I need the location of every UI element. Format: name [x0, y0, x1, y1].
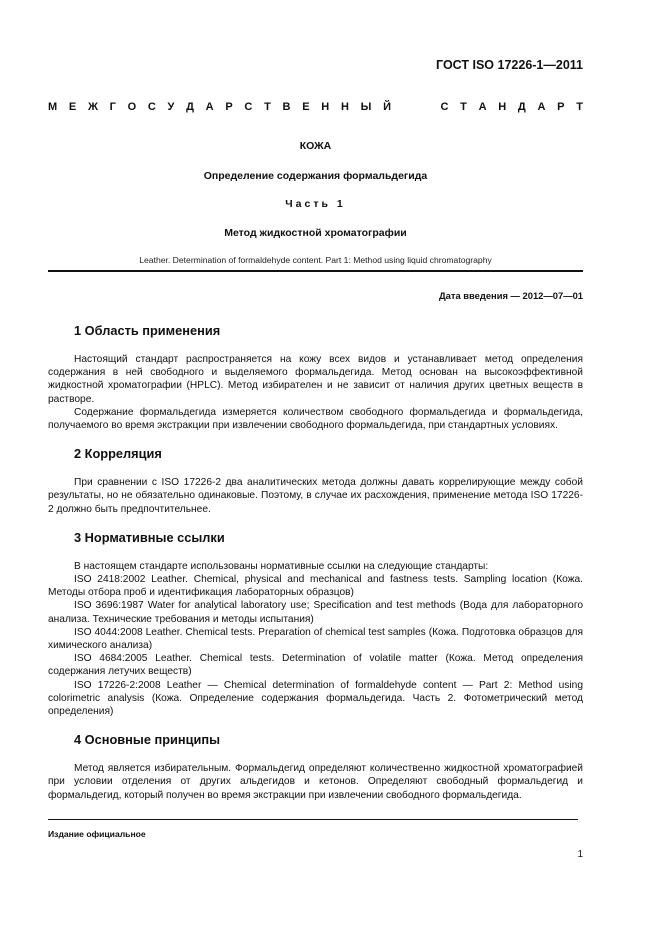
reference-item: ISO 4044:2008 Leather. Chemical tests. Preparation of chemical test samples (Кожа. Подготовка образцов для химического анализа) [48, 626, 583, 652]
document-code: ГОСТ ISO 17226-1—2011 [436, 58, 583, 72]
paragraph: Содержание формальдегида измеряется количеством свободного формальдегида и формальдегида, получаемого во время экстракции при извлечении свободного формальдегида, при стандартных условиях. [48, 406, 583, 432]
interstate-standard-banner [48, 101, 583, 114]
banner-letter: Т [576, 101, 583, 113]
title-method: Метод жидкостной хроматографии [224, 226, 407, 239]
banner-letter: Н [321, 101, 330, 113]
title-divider [48, 270, 583, 272]
banner-letter: А [478, 101, 487, 113]
banner-letter: А [537, 101, 546, 113]
section-heading: 3 Нормативные ссылки [74, 529, 225, 545]
banner-letter: Ж [87, 101, 98, 113]
section-heading: 2 Корреляция [74, 446, 162, 462]
banner-letter: Ы [360, 101, 372, 113]
banner-word-gap [403, 101, 429, 114]
banner-letter: Т [264, 101, 271, 113]
paragraph: При сравнении с ISO 17226-2 два аналитических метода должны давать коррелирующие между собой результаты, но не обязательно одинаковые. Поэтому, в случае их расхождения, применение метода ISO 17226-2 должно быть предпочтительнее. [48, 477, 583, 515]
title-part: Часть 1 [285, 198, 346, 211]
paragraph: В настоящем стандарте использованы нормативные ссылки на следующие стандарты: [74, 560, 489, 572]
title-english: Leather. Determination of formaldehyde content. Part 1: Method using liquid chromatography [139, 254, 492, 265]
section-correlation [48, 446, 583, 516]
effective-date: Дата введения — 2012—07—01 [438, 290, 583, 301]
document-body [48, 323, 583, 816]
banner-letter: Н [498, 101, 507, 113]
title-name: Определение содержания формальдегида [203, 170, 428, 183]
reference-item: ISO 4684:2005 Leather. Chemical tests. Determination of volatile matter (Кожа. Метод определения содержания летучих веществ) [48, 653, 583, 678]
section-principles [48, 732, 583, 802]
banner-letter: Р [557, 101, 565, 113]
banner-letter: Р [225, 101, 233, 113]
banner-letter: С [147, 101, 156, 113]
banner-letter: В [282, 101, 291, 113]
banner-letter: С [244, 101, 253, 113]
footer-divider [48, 819, 578, 820]
banner-letter: Н [340, 101, 349, 113]
banner-letter: Г [109, 101, 116, 113]
banner-letter: Й [383, 101, 392, 113]
section-normative-references [48, 530, 583, 718]
banner-letter: Т [460, 101, 467, 113]
title-subject: КОЖА [299, 140, 332, 152]
banner-letter: М [48, 101, 58, 113]
section-heading: 4 Основные принципы [74, 732, 221, 748]
banner-letter: У [167, 101, 175, 113]
title-block [48, 140, 583, 267]
reference-item: ISO 17226-2:2008 Leather — Chemical determination of formaldehyde content — Part 2: Method using colorimetric analysis (Кожа. Определение содержания формальдегида. Часть 2. Фотометрический метод определения) [48, 679, 583, 718]
banner-letter: А [205, 101, 214, 113]
reference-item: ISO 3696:1987 Water for analytical laboratory use; Specification and test methods (Вода для лабораторного анализа. Технические требования и методы испытания) [48, 600, 583, 625]
paragraph: Метод является избирательным. Формальдегид определяют количественно жидкостной хроматографией при условии отделения от других альдегидов и кетонов. Определяют свободный формальдегид и формальдегид, который получен во время экстракции при извлечении свободного формальдегида. [48, 763, 583, 801]
banner-letter: Д [517, 101, 526, 113]
official-edition-label: Издание официальное [48, 829, 146, 839]
reference-item: ISO 2418:2002 Leather. Chemical, physical and mechanical and fastness tests. Sampling location (Кожа. Методы отбора проб и идентификация лабораторных образцов) [48, 574, 583, 599]
banner-letter: Е [302, 101, 310, 113]
banner-letter: О [127, 101, 137, 113]
banner-letter: С [440, 101, 449, 113]
paragraph: Настоящий стандарт распространяется на кожу всех видов и устанавливает метод определения содержания в ней свободного и выделяемого формальдегида. Метод основан на высокоэффективной жидкостной хроматографии (HPLC). Метод избирателен и не зависит от наличия других цветных веществ в растворе. [48, 354, 583, 405]
section-heading: 1 Область применения [74, 323, 221, 338]
banner-letter: Д [186, 101, 194, 113]
section-scope [48, 323, 583, 432]
banner-letter: Е [68, 101, 77, 113]
page-number: 1 [577, 849, 583, 860]
